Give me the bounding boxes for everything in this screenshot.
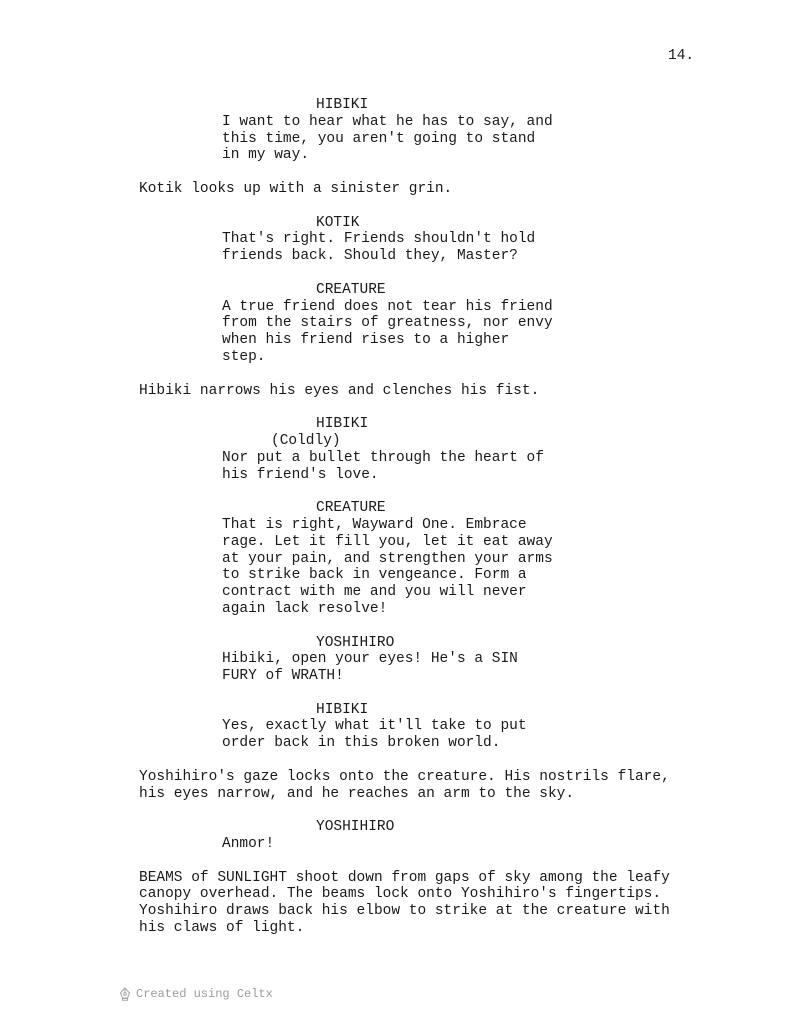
- action-block: [0, 769, 791, 803]
- parenthetical: (Coldly): [271, 432, 341, 449]
- dialogue-line: contract with me and you will never: [222, 584, 527, 601]
- page-number: 14.: [668, 48, 695, 64]
- action-line: his claws of light.: [139, 920, 305, 937]
- dialogue-line: Yes, exactly what it'll take to put: [222, 718, 527, 735]
- dialogue-line: Nor put a bullet through the heart of: [222, 449, 544, 466]
- footer-text: Created using Celtx: [136, 987, 273, 1001]
- dialogue-line: step.: [222, 348, 266, 365]
- celtx-footer: [119, 987, 273, 1001]
- dialogue-line: to strike back in vengeance. Form a: [222, 567, 527, 584]
- character-block: [0, 702, 791, 719]
- dialogue-line: order back in this broken world.: [222, 735, 501, 752]
- blank-line: [0, 164, 791, 181]
- dialogue-block: [0, 299, 791, 366]
- dialogue-line: rage. Let it fill you, let it eat away: [222, 533, 553, 550]
- blank-line: [0, 265, 791, 282]
- action-line: his eyes narrow, and he reaches an arm to the sky.: [139, 785, 575, 802]
- dialogue-line: in my way.: [222, 147, 310, 164]
- action-line: canopy overhead. The beams lock onto Yoshihiro's fingertips.: [139, 886, 662, 903]
- character-name: CREATURE: [316, 500, 386, 517]
- dialogue-line: his friend's love.: [222, 466, 379, 483]
- dialogue-line: at your pain, and strengthen your arms: [222, 550, 553, 567]
- action-block: [0, 181, 791, 198]
- character-name: HIBIKI: [316, 416, 369, 433]
- dialogue-block: [0, 231, 791, 265]
- dialogue-block: [0, 114, 791, 164]
- blank-line: [0, 752, 791, 769]
- action-line: BEAMS of SUNLIGHT shoot down from gaps of sky among the leafy: [139, 869, 670, 886]
- dialogue-line: again lack resolve!: [222, 600, 388, 617]
- dialogue-line: friends back. Should they, Master?: [222, 248, 518, 265]
- character-name: YOSHIHIRO: [316, 819, 395, 836]
- character-block: [0, 97, 791, 114]
- character-block: [0, 635, 791, 652]
- dialogue-line: I want to hear what he has to say, and: [222, 113, 553, 130]
- dialogue-line: Hibiki, open your eyes! He's a SIN: [222, 651, 518, 668]
- character-block: [0, 819, 791, 836]
- character-name: HIBIKI: [316, 97, 369, 113]
- character-name: HIBIKI: [316, 701, 369, 718]
- character-name: YOSHIHIRO: [316, 634, 395, 651]
- blank-line: [0, 483, 791, 500]
- blank-line: [0, 618, 791, 635]
- dialogue-line: That's right. Friends shouldn't hold: [222, 231, 536, 248]
- blank-line: [0, 802, 791, 819]
- dialogue-line: A true friend does not tear his friend: [222, 298, 553, 315]
- character-name: CREATURE: [316, 281, 386, 298]
- action-line: Yoshihiro draws back his elbow to strike at the creature with: [139, 903, 670, 920]
- dialogue-line: when his friend rises to a higher: [222, 332, 510, 349]
- action-block: [0, 383, 791, 400]
- dialogue-line: That is right, Wayward One. Embrace: [222, 516, 527, 533]
- blank-line: [0, 685, 791, 702]
- action-line: Yoshihiro's gaze locks onto the creature. His nostrils flare,: [139, 768, 670, 785]
- blank-line: [0, 853, 791, 870]
- blank-line: [0, 198, 791, 215]
- dialogue-block: [0, 450, 791, 484]
- dialogue-block: [0, 517, 791, 618]
- action-block: [0, 870, 791, 937]
- dialogue-line: Anmor!: [222, 836, 275, 853]
- blank-line: [0, 366, 791, 383]
- character-name: KOTIK: [316, 214, 360, 231]
- blank-line: [0, 399, 791, 416]
- dialogue-block: [0, 651, 791, 685]
- character-block: [0, 282, 791, 299]
- dialogue-block: [0, 836, 791, 853]
- screenplay-body: [0, 97, 791, 937]
- character-block: [0, 215, 791, 232]
- parenthetical-block: [0, 433, 791, 450]
- celtx-pen-icon: [119, 987, 131, 1001]
- dialogue-line: from the stairs of greatness, nor envy: [222, 315, 553, 332]
- action-line: Kotik looks up with a sinister grin.: [139, 180, 453, 197]
- action-line: Hibiki narrows his eyes and clenches his fist.: [139, 382, 540, 399]
- dialogue-line: this time, you aren't going to stand: [222, 130, 536, 147]
- dialogue-block: [0, 718, 791, 752]
- character-block: [0, 416, 791, 433]
- dialogue-line: FURY of WRATH!: [222, 668, 344, 685]
- character-block: [0, 500, 791, 517]
